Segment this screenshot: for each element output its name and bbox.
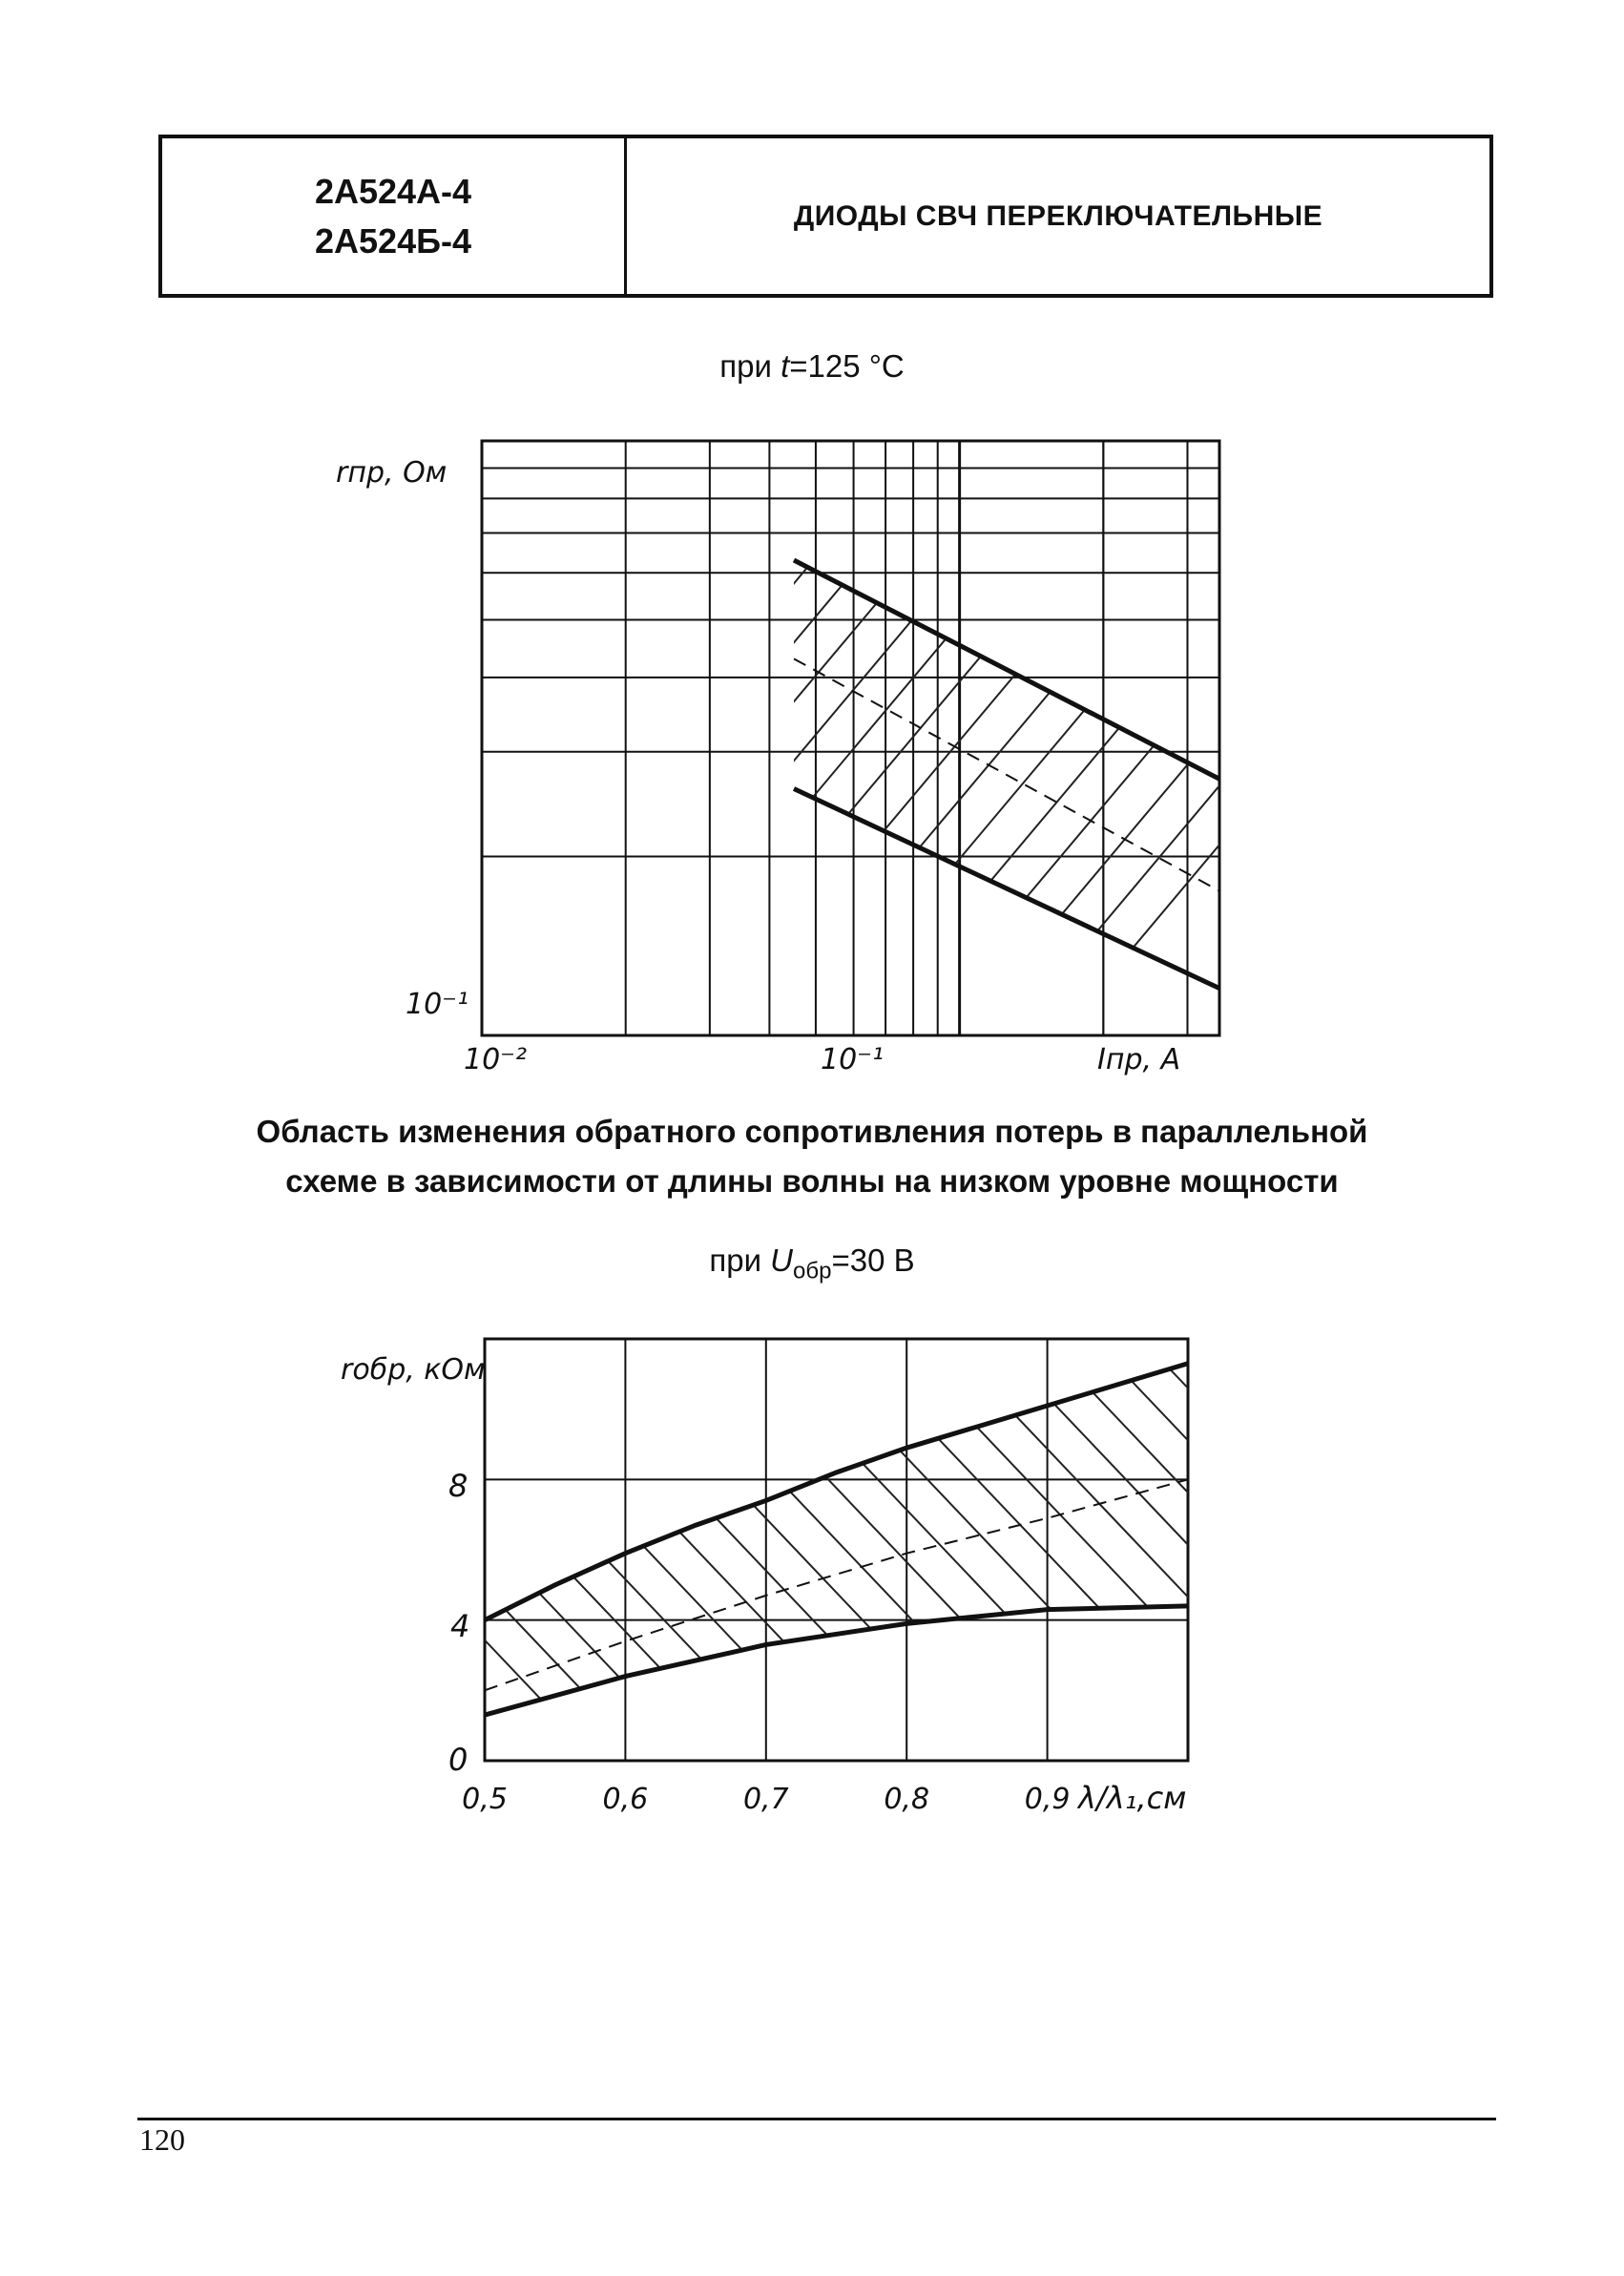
hatch-line [450, 515, 851, 992]
chart2-caption-suffix: =30 В [831, 1242, 915, 1278]
chart1-caption-symbol: t [781, 348, 790, 384]
chart-1 [0, 441, 1496, 1076]
x-tick-label: 10⁻² [464, 1043, 528, 1076]
chart1-caption-suffix: =125 °C [789, 348, 905, 384]
series-upper-bound [794, 560, 1219, 779]
y-tick-label: 4 [450, 1608, 470, 1644]
hatch-line [943, 1339, 1343, 1761]
x-tick-label: 10⁻¹ [821, 1043, 885, 1076]
hatch-line [546, 1339, 947, 1761]
page-number: 120 [139, 2122, 185, 2157]
y-axis-label: rпр, Ом [336, 456, 448, 490]
series-lower-bound [485, 1606, 1188, 1715]
hatch-line [153, 515, 553, 992]
plot-frame [482, 441, 1219, 1035]
hatch-area [198, 1339, 1624, 1761]
hatch-line [447, 1339, 847, 1761]
hatch-line [645, 1339, 1046, 1761]
hatch-line [550, 515, 950, 992]
hatch-line [695, 1339, 1095, 1761]
hatch-line [698, 515, 1099, 992]
hatch-line [1042, 1339, 1443, 1761]
hatch-line [897, 515, 1298, 992]
hatch-line [401, 515, 802, 992]
series-typical [485, 1479, 1188, 1690]
hatch-line [103, 515, 504, 992]
series-lower-bound [794, 788, 1219, 988]
hatch-line [1095, 515, 1496, 992]
chart2-caption-symbol: U [770, 1242, 794, 1278]
hatch-line [397, 1339, 798, 1761]
section-title-line2: схеме в зависимости от длины волны на низком уровне мощности [285, 1163, 1339, 1199]
section-title-line1: Область изменения обратного сопротивления потерь в параллельной [256, 1114, 1368, 1149]
hatch-line [1340, 1339, 1624, 1761]
chart-2 [198, 1339, 1624, 1816]
x-axis-label: Iпр, А [1097, 1043, 1181, 1076]
hatch-line [1046, 515, 1447, 992]
hatch-line [202, 515, 603, 992]
hatch-line [794, 1339, 1195, 1761]
hatch-line [744, 1339, 1145, 1761]
model-a-label: 2А524А-4 [314, 171, 472, 211]
footer-rule [137, 2118, 1496, 2120]
hatch-line [748, 515, 1149, 992]
hatch-line [1290, 1339, 1624, 1761]
x-tick-label: 0,6 [602, 1783, 649, 1816]
hatch-line [996, 515, 1397, 992]
x-tick-label: 0,9 [1024, 1783, 1071, 1816]
hatch-area [0, 515, 1496, 992]
x-axis-label: λ/λ₁,см [1078, 1780, 1187, 1816]
model-b-label: 2А524Б-4 [315, 220, 471, 261]
hatch-line [843, 1339, 1244, 1761]
hatch-line [599, 515, 1000, 992]
hatch-line [0, 515, 305, 992]
hatch-line [1240, 1339, 1624, 1761]
hatch-line [351, 515, 752, 992]
series-upper-bound [485, 1364, 1188, 1620]
hatch-line [252, 515, 653, 992]
hatch-line [302, 515, 702, 992]
hatch-line [947, 515, 1347, 992]
hatch-line [798, 515, 1198, 992]
y-tick-label: 10⁻¹ [406, 988, 469, 1021]
y-tick-label: 0 [448, 1742, 468, 1778]
hatch-line [0, 515, 355, 992]
hatch-line [4, 515, 405, 992]
hatch-line [893, 1339, 1294, 1761]
x-tick-label: 0,8 [884, 1783, 930, 1816]
hatch-line [198, 1339, 599, 1761]
hatch-line [1092, 1339, 1492, 1761]
hatch-line [53, 515, 454, 992]
hatch-line [595, 1339, 996, 1761]
document-title: ДИОДЫ СВЧ ПЕРЕКЛЮЧАТЕЛЬНЫЕ [793, 199, 1323, 232]
chart2-caption-subscript: обр [793, 1258, 832, 1284]
chart2-caption-prefix: при [709, 1242, 771, 1278]
plot-frame [485, 1339, 1188, 1761]
hatch-line [248, 1339, 649, 1761]
x-tick-label: 0,5 [462, 1783, 508, 1816]
hatch-line [1191, 1339, 1592, 1761]
hatch-line [1141, 1339, 1542, 1761]
y-tick-label: 8 [448, 1468, 468, 1504]
x-tick-label: 0,7 [742, 1783, 789, 1816]
chart1-caption-prefix: при [719, 348, 781, 384]
y-axis-label: rобр, кОм [341, 1353, 486, 1387]
